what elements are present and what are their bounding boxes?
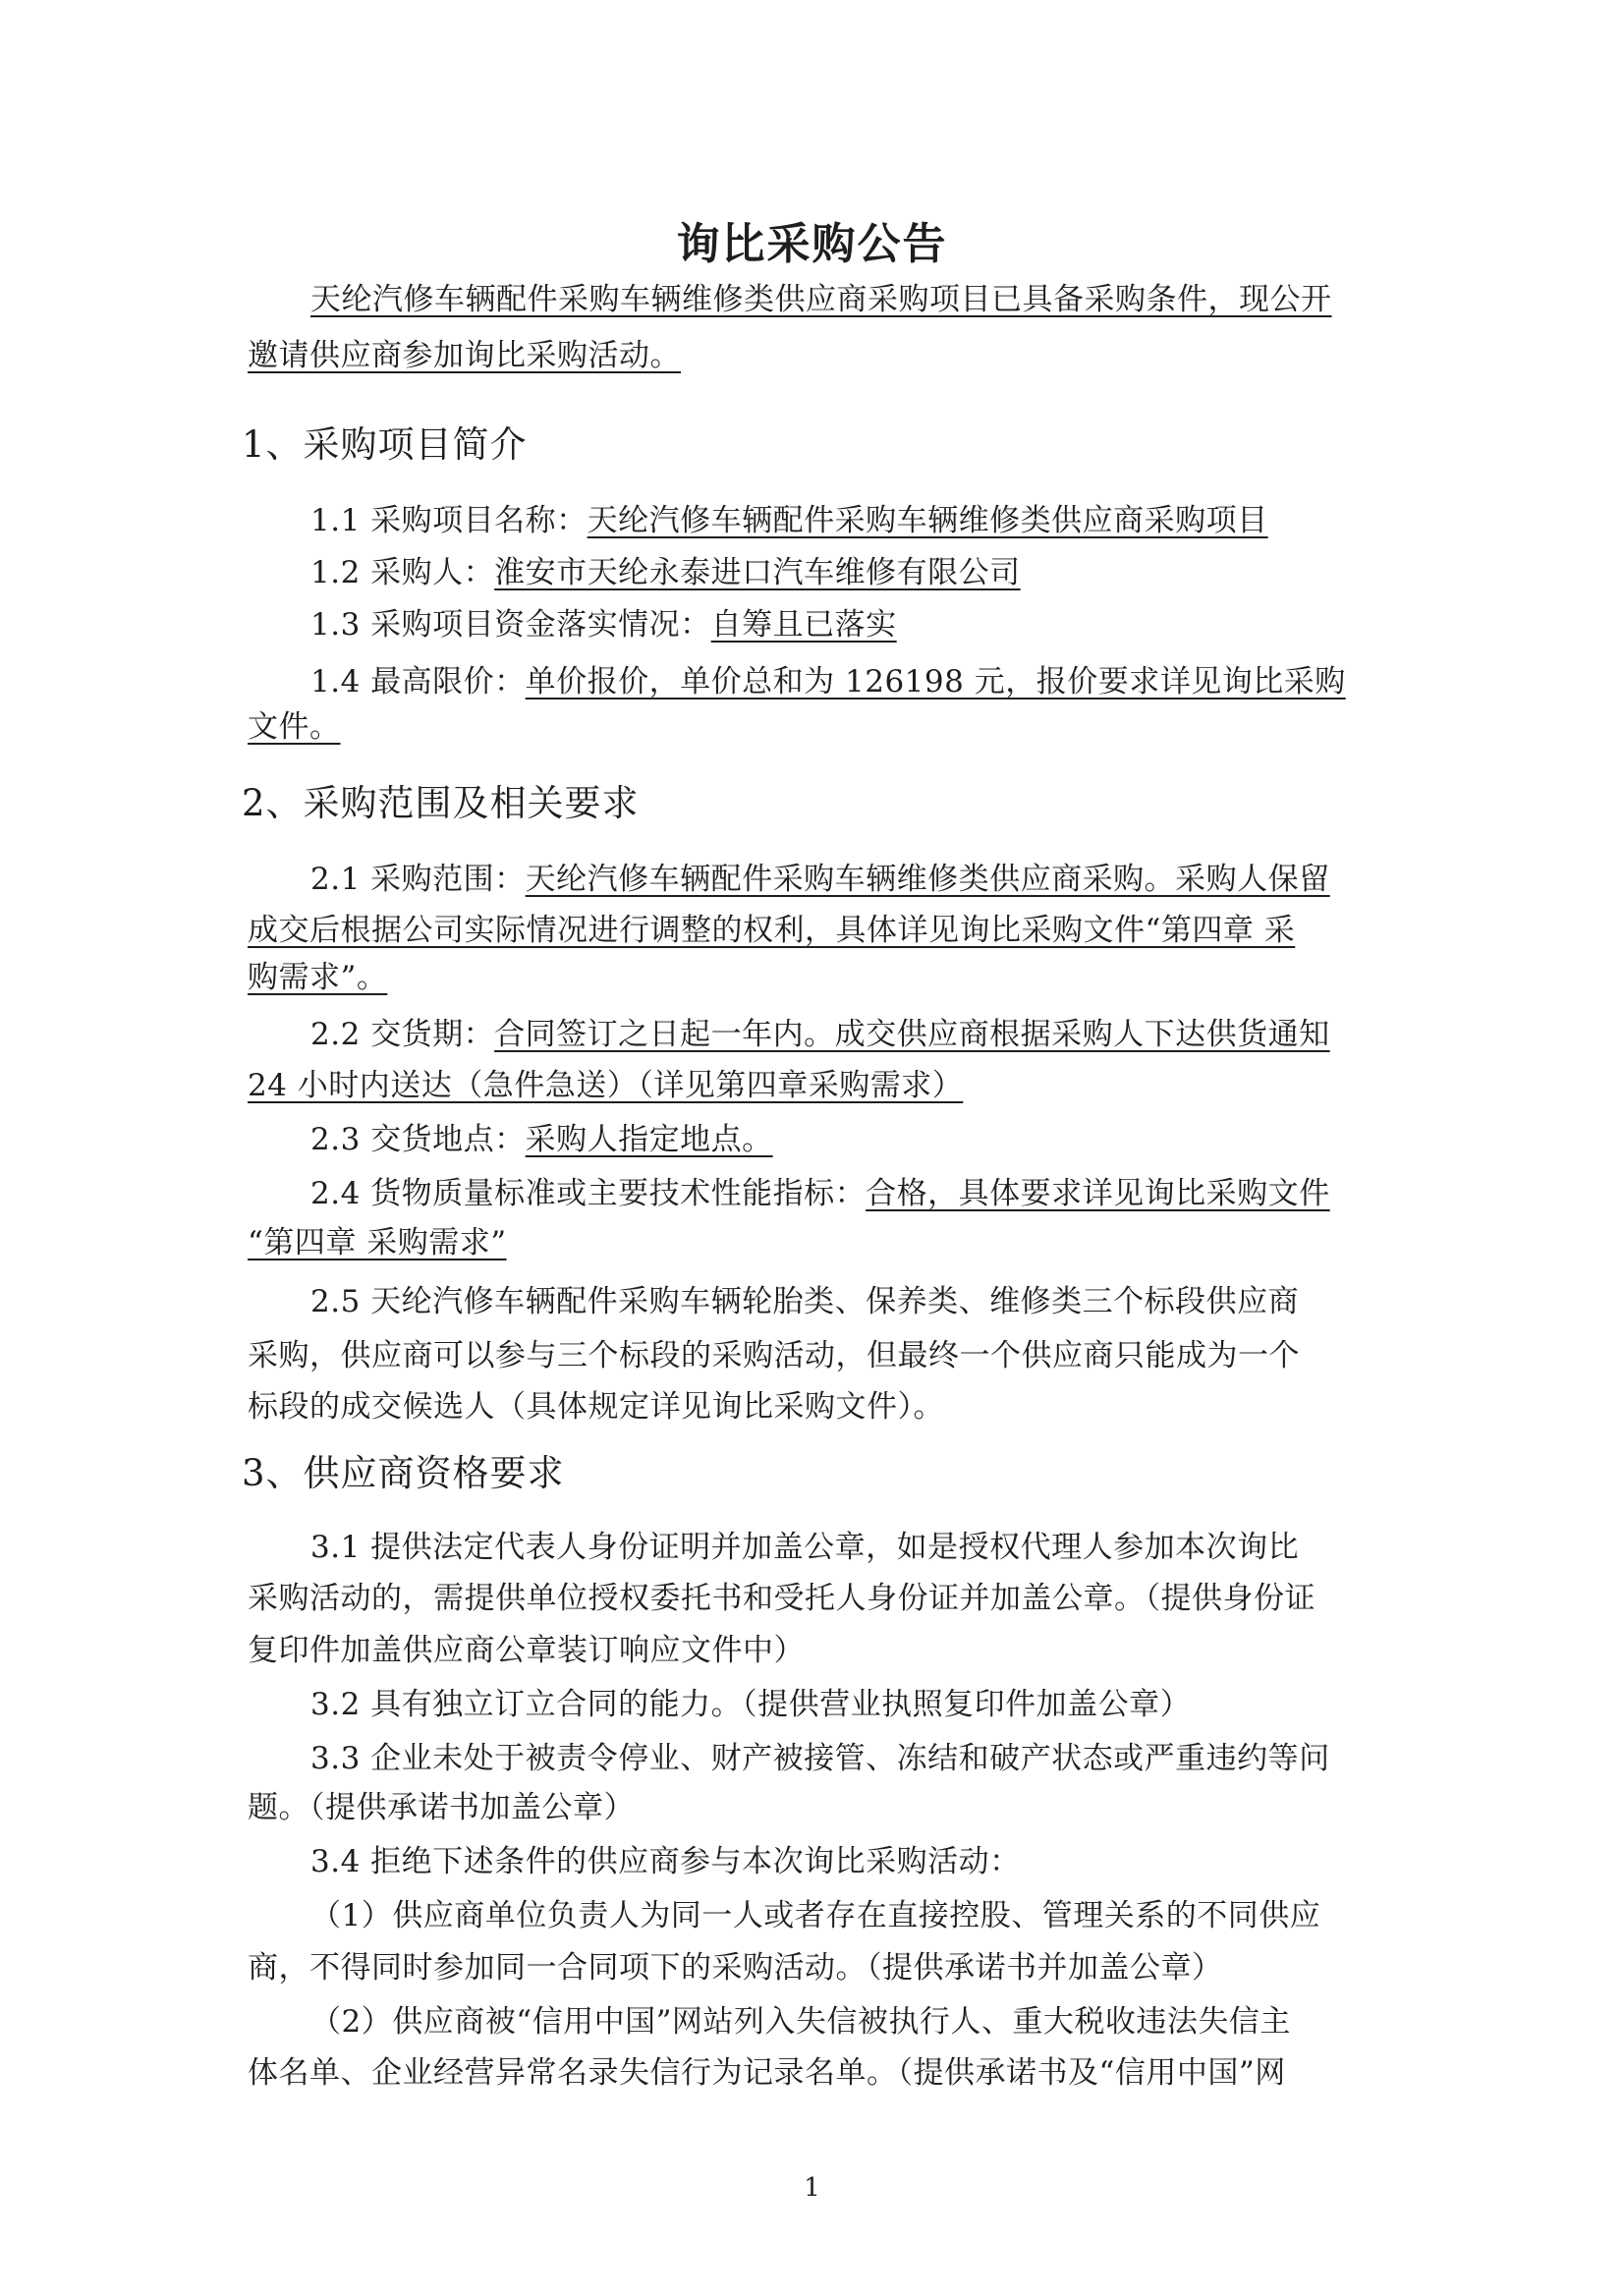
item-label: 1.1 采购项目名称： — [310, 503, 588, 538]
item-1-1 — [310, 501, 1268, 540]
item-label: 1.3 采购项目资金落实情况： — [310, 607, 711, 643]
item-value: 天纶汽修车辆配件采购车辆维修类供应商采购。采购人保留 — [525, 862, 1330, 897]
item-3-2: 3.2 具有独立订立合同的能力。（提供营业执照复印件加盖公章） — [310, 1687, 1192, 1722]
item-2-4 — [310, 1174, 1330, 1213]
page-number: 1 — [804, 2173, 820, 2203]
item-value: 自筹且已落实 — [710, 607, 897, 643]
item-2-1-cont-1: 成交后根据公司实际情况进行调整的权利，具体详见询比采购文件“第四章 采 — [248, 913, 1296, 948]
item-2-4-cont: “第四章 采购需求” — [248, 1225, 507, 1260]
page-title: 询比采购公告 — [676, 219, 948, 269]
item-3-1-cont-2: 复印件加盖供应商公章装订响应文件中） — [248, 1633, 805, 1668]
intro-line-1: 天纶汽修车辆配件采购车辆维修类供应商采购项目已具备采购条件，现公开 — [310, 282, 1332, 317]
item-2-5: 2.5 天纶汽修车辆配件采购车辆轮胎类、保养类、维修类三个标段供应商 — [310, 1284, 1300, 1319]
item-2-3 — [310, 1120, 773, 1159]
item-1-2 — [310, 553, 1021, 592]
item-value: 天纶汽修车辆配件采购车辆维修类供应商采购项目 — [587, 503, 1268, 538]
item-label: 2.3 交货地点： — [310, 1122, 526, 1157]
condition-1: （1）供应商单位负责人为同一人或者存在直接控股、管理关系的不同供应 — [310, 1898, 1321, 1933]
item-2-1 — [310, 860, 1330, 899]
item-2-1-cont-2: 购需求”。 — [248, 960, 388, 995]
item-2-5-cont-1: 采购，供应商可以参与三个标段的采购活动，但最终一个供应商只能成为一个 — [248, 1338, 1300, 1373]
item-2-5-cont-2: 标段的成交候选人（具体规定详见询比采购文件）。 — [248, 1389, 944, 1425]
item-3-1: 3.1 提供法定代表人身份证明并加盖公章，如是授权代理人参加本次询比 — [310, 1530, 1300, 1565]
item-1-4 — [310, 662, 1346, 701]
item-value: 合同签订之日起一年内。成交供应商根据采购人下达供货通知 — [494, 1017, 1330, 1052]
item-label: 2.4 货物质量标准或主要技术性能指标： — [310, 1176, 867, 1211]
intro-line-2: 邀请供应商参加询比采购活动。 — [248, 338, 681, 373]
item-3-1-cont-1: 采购活动的，需提供单位授权委托书和受托人身份证并加盖公章。（提供身份证 — [248, 1581, 1316, 1616]
item-value: 淮安市天纶永泰进口汽车维修有限公司 — [494, 555, 1021, 590]
section-2-heading: 2、采购范围及相关要求 — [242, 782, 640, 824]
item-value: 合格，具体要求详见询比采购文件 — [866, 1176, 1330, 1211]
section-1-heading: 1、采购项目简介 — [242, 423, 528, 466]
item-value: 采购人指定地点。 — [525, 1122, 773, 1157]
condition-2: （2）供应商被“信用中国”网站列入失信被执行人、重大税收违法失信主 — [310, 2004, 1291, 2040]
item-3-4: 3.4 拒绝下述条件的供应商参与本次询比采购活动： — [310, 1844, 1021, 1879]
item-label: 1.2 采购人： — [310, 555, 495, 590]
item-label: 2.2 交货期： — [310, 1017, 495, 1052]
condition-2-cont: 体名单、企业经营异常名录失信行为记录名单。（提供承诺书及“信用中国”网 — [248, 2055, 1286, 2091]
item-3-3-cont: 题。（提供承诺书加盖公章） — [248, 1790, 635, 1825]
item-2-2 — [310, 1015, 1330, 1054]
condition-1-cont: 商，不得同时参加同一合同项下的采购活动。（提供承诺书并加盖公章） — [248, 1950, 1223, 1986]
item-label: 1.4 最高限价： — [310, 664, 526, 700]
section-3-heading: 3、供应商资格要求 — [242, 1452, 565, 1494]
item-3-3: 3.3 企业未处于被责令停业、财产被接管、冻结和破产状态或严重违约等问 — [310, 1741, 1330, 1776]
item-value: 单价报价，单价总和为 126198 元，报价要求详见询比采购 — [525, 664, 1346, 700]
item-label: 2.1 采购范围： — [310, 862, 526, 897]
item-2-2-cont: 24 小时内送达（急件急送）（详见第四章采购需求） — [248, 1068, 964, 1103]
item-1-3 — [310, 605, 897, 644]
item-1-4-cont: 文件。 — [248, 709, 341, 745]
